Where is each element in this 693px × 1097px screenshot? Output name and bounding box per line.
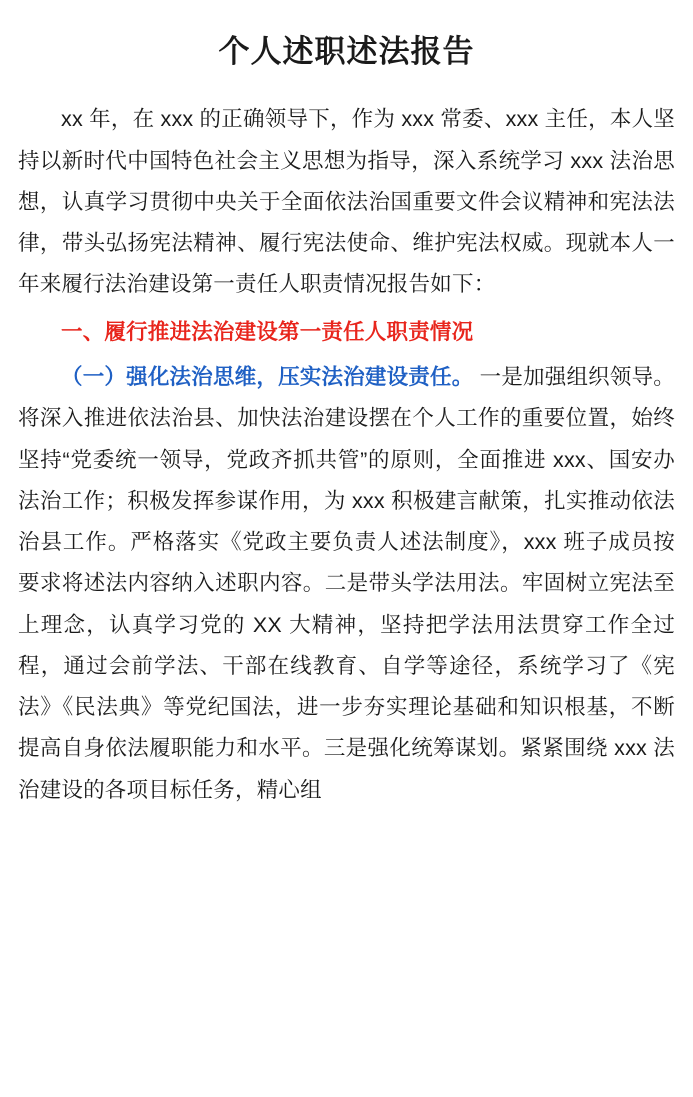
subsection-block [18, 357, 675, 811]
intro-paragraph: xx 年，在 xxx 的正确领导下，作为 xxx 常委、xxx 主任，本人坚持以新时代中国特色社会主义思想为指导，深入系统学习 xxx 法治思想，认真学习贯彻中央关于全面依法治国重要文件会议精神和宪法法律，带头弘扬宪法精神、履行宪法使命、维护宪法权威。现就本人一年来履行法治建设第一责任人职责情况报告如下： [18, 107, 675, 297]
page-title: 个人述职述法报告 [218, 34, 475, 69]
subsection-heading: （一）强化法治思维，压实法治建设责任。 [61, 364, 474, 389]
section-heading-1: 一、履行推进法治建设第一责任人职责情况 [61, 319, 474, 344]
subsection-body: 一是加强组织领导。将深入推进依法治县、加快法治建设摆在个人工作的重要位置，始终坚持“党委统一领导，党政齐抓共管”的原则，全面推进 xxx、国安办法治工作；积极发挥参谋作用，为 xxx 积极建言献策，扎实推动依法治县工作。严格落实《党政主要负责人述法制度》，xxx 班子成员按要求将述法内容纳入述职内容。二是带头学法用法。牢固树立宪法至上理念，认真学习党的 XX 大精神，坚持把学法用法贯穿工作全过程，通过会前学法、干部在线教育、自学等途径，系统学习了《宪法》《民法典》等党纪国法，进一步夯实理论基础和知识根基，不断提高自身依法履职能力和水平。三是强化统筹谋划。紧紧围绕 xxx 法治建设的各项目标任务，精心组 [18, 364, 675, 802]
